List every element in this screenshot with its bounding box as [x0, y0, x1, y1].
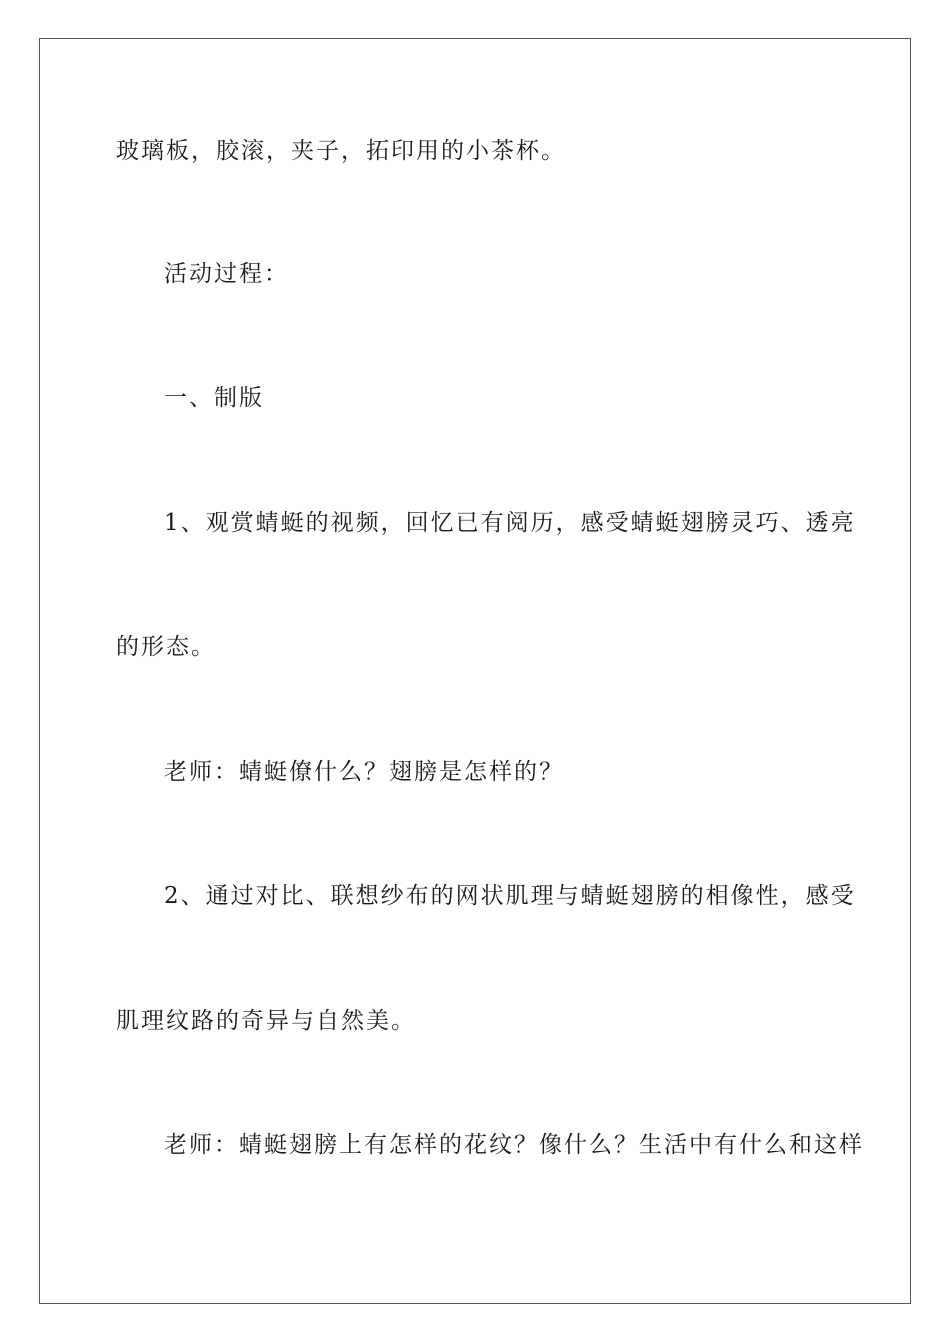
text-line-step-1: 1、观赏蜻蜓的视频，回忆已有阅历，感受蜻蜓翅膀灵巧、透亮 [164, 510, 856, 536]
text-line-step-1-continued: 的形态。 [116, 634, 216, 660]
text-line-teacher-question-1: 老师：蜻蜓僚什么？翅膀是怎样的？ [164, 759, 564, 785]
page-border [39, 38, 911, 1304]
text-line-materials: 玻璃板，胶滚，夹子，拓印用的小茶杯。 [116, 138, 566, 164]
text-line-teacher-question-2: 老师：蜻蜓翅膀上有怎样的花纹？像什么？生活中有什么和这样 [164, 1132, 864, 1158]
text-line-step-2-continued: 肌理纹路的奇异与自然美。 [116, 1008, 416, 1034]
section-heading-plate-making: 一、制版 [164, 385, 264, 411]
text-line-activity-process: 活动过程： [164, 261, 289, 287]
text-line-step-2: 2、通过对比、联想纱布的网状肌理与蜻蜓翅膀的相像性，感受 [164, 883, 856, 909]
